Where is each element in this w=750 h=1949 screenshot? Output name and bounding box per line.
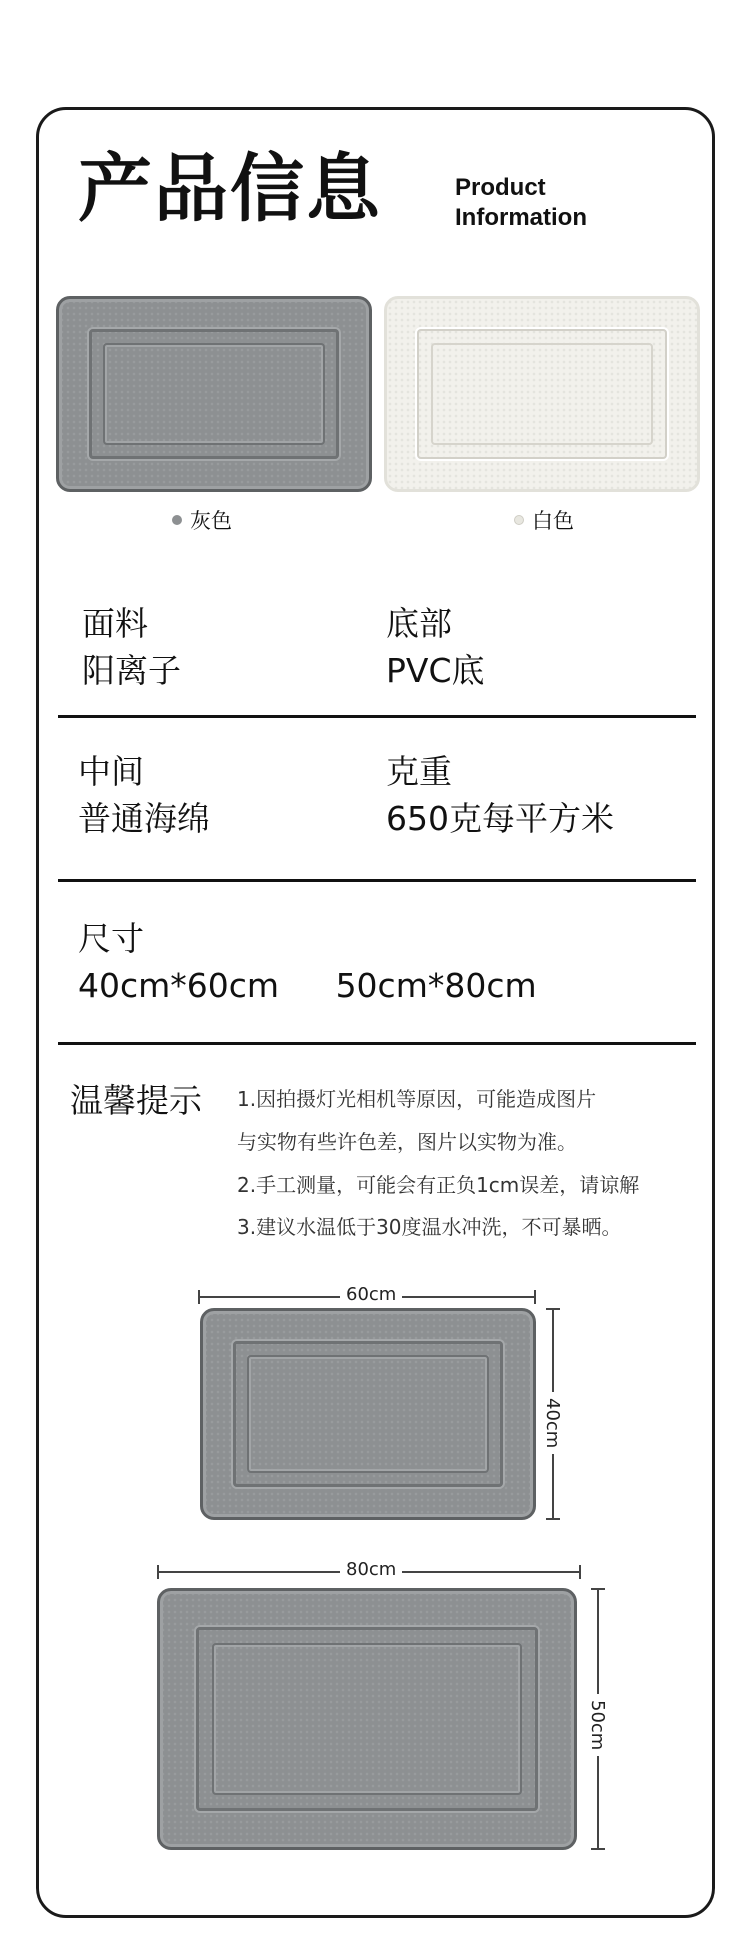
spec-value: 普通海绵 (78, 799, 210, 838)
color-option-white[interactable] (514, 505, 574, 535)
size-value-large: 50cm*80cm (335, 966, 537, 1005)
spec-bottom (386, 600, 485, 694)
large-mat-image (157, 1588, 577, 1850)
subtitle-line-1: Product (455, 174, 546, 201)
spec-label: 尺寸 (78, 919, 144, 958)
tip-line: 2.手工测量，可能会有正负1cm误差，请谅解 (237, 1173, 640, 1197)
tip-line: 3.建议水温低于30度温水冲洗，不可暴晒。 (237, 1215, 622, 1239)
spec-label: 面料 (82, 604, 148, 643)
tip-line: 与实物有些许色差，图片以实物为准。 (237, 1130, 577, 1154)
white-mat-image (384, 296, 700, 492)
spec-label: 克重 (386, 752, 452, 791)
width-label-small: 60cm (340, 1284, 402, 1305)
spec-middle (78, 748, 210, 842)
spec-weight (386, 748, 614, 842)
page-title: 产品信息 (78, 146, 382, 232)
white-dot-icon (514, 515, 524, 525)
divider (58, 715, 696, 718)
small-mat-image (200, 1308, 536, 1520)
tip-line: 1.因拍摄灯光相机等原因，可能造成图片 (237, 1087, 597, 1111)
grey-dot-icon (172, 515, 182, 525)
spec-label: 底部 (386, 604, 452, 643)
spec-size (78, 915, 537, 1009)
subtitle-line-2: Information (455, 204, 587, 231)
spec-value: 阳离子 (82, 651, 181, 690)
width-label-large: 80cm (340, 1559, 402, 1580)
height-label-small: 40cm (542, 1392, 563, 1454)
spec-value: 650克每平方米 (386, 799, 614, 838)
color-option-grey[interactable] (172, 505, 232, 535)
height-label-large: 50cm (587, 1694, 608, 1756)
spec-label: 中间 (78, 752, 144, 791)
spec-value: PVC底 (386, 651, 485, 690)
color-option-label: 灰色 (190, 509, 232, 533)
color-option-label: 白色 (532, 509, 574, 533)
spec-fabric (82, 600, 181, 694)
divider (58, 879, 696, 882)
size-value-small: 40cm*60cm (78, 966, 280, 1005)
divider (58, 1042, 696, 1045)
page-subtitle (455, 173, 587, 233)
tips-heading: 温馨提示 (70, 1081, 202, 1120)
grey-mat-image (56, 296, 372, 492)
